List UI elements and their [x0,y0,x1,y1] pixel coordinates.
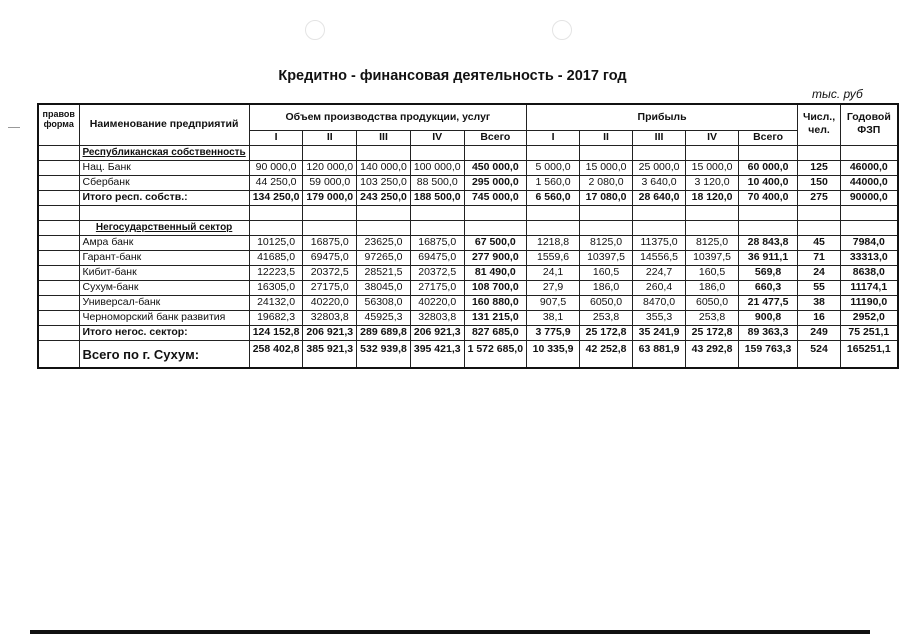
enterprise-name: Универсал-банк [79,295,249,310]
production-value: 289 689,8 [357,325,411,340]
profit-value: 10397,5 [580,250,633,265]
production-value: 45925,3 [357,310,411,325]
profit-value: 24,1 [527,265,580,280]
profit-value: 224,7 [633,265,686,280]
empty-cell [464,205,526,220]
header-production: Объем производства продукции, услуг [249,104,526,130]
staff-value: 38 [798,295,841,310]
header-profit: Прибыль [527,104,798,130]
header-production-quarter-3: III [357,130,411,145]
production-value: 179 000,0 [303,190,357,205]
header-payroll: Годовой ФЗП [841,104,898,145]
production-value: 19682,3 [249,310,303,325]
profit-value: 260,4 [633,280,686,295]
production-value: 16875,0 [303,235,357,250]
production-value: 90 000,0 [249,160,303,175]
staff-value: 150 [798,175,841,190]
legal-form-cell [38,145,79,160]
profit-value: 186,0 [686,280,739,295]
production-value: 32803,8 [410,310,464,325]
production-value: 81 490,0 [464,265,526,280]
empty-cell [357,220,411,235]
header-profit-quarter-4: IV [686,130,739,145]
production-value: 56308,0 [357,295,411,310]
production-value: 27175,0 [303,280,357,295]
header-enterprise-name: Наименование предприятий [79,104,249,145]
profit-value: 89 363,3 [739,325,798,340]
profit-value: 18 120,0 [686,190,739,205]
payroll-value: 11174,1 [841,280,898,295]
empty-cell [357,205,411,220]
profit-value: 160,5 [580,265,633,280]
enterprise-name: Нац. Банк [79,160,249,175]
header-production-quarter-1: I [249,130,303,145]
production-value: 745 000,0 [464,190,526,205]
enterprise-name: Всего по г. Сухум: [79,340,249,368]
empty-cell [798,205,841,220]
legal-form-cell [38,340,79,368]
profit-value: 159 763,3 [739,340,798,368]
profit-value: 42 252,8 [580,340,633,368]
legal-form-cell [38,220,79,235]
profit-value: 27,9 [527,280,580,295]
table-row [38,250,898,265]
profit-value: 1 560,0 [527,175,580,190]
header-profit-quarter-3: III [633,130,686,145]
staff-value: 71 [798,250,841,265]
production-value: 69475,0 [410,250,464,265]
production-value: 395 421,3 [410,340,464,368]
staff-value: 55 [798,280,841,295]
production-value: 1 572 685,0 [464,340,526,368]
profit-value: 10397,5 [686,250,739,265]
empty-cell [841,145,898,160]
profit-value: 25 172,8 [686,325,739,340]
empty-cell [633,145,686,160]
staff-value: 125 [798,160,841,175]
production-value: 97265,0 [357,250,411,265]
table-row [38,325,898,340]
empty-cell [686,145,739,160]
section-heading: Республиканская собственность [79,145,249,160]
legal-form-cell [38,325,79,340]
legal-form-cell [38,175,79,190]
empty-cell [303,220,357,235]
legal-form-cell [38,280,79,295]
staff-value: 16 [798,310,841,325]
staff-value: 524 [798,340,841,368]
payroll-value: 8638,0 [841,265,898,280]
production-value: 44 250,0 [249,175,303,190]
profit-value: 8125,0 [686,235,739,250]
profit-value: 17 080,0 [580,190,633,205]
profit-value: 3 775,9 [527,325,580,340]
empty-cell [410,145,464,160]
scan-edge-bar [30,630,870,634]
production-value: 124 152,8 [249,325,303,340]
profit-value: 253,8 [686,310,739,325]
profit-value: 38,1 [527,310,580,325]
production-value: 108 700,0 [464,280,526,295]
empty-cell [633,220,686,235]
profit-value: 569,8 [739,265,798,280]
empty-cell [798,145,841,160]
production-value: 103 250,0 [357,175,411,190]
table-row [38,175,898,190]
enterprise-name: Черноморский банк развития [79,310,249,325]
production-value: 59 000,0 [303,175,357,190]
profit-value: 14556,5 [633,250,686,265]
production-value: 450 000,0 [464,160,526,175]
production-value: 10125,0 [249,235,303,250]
enterprise-name: Кибит-банк [79,265,249,280]
header-legal-form: правов форма [38,104,79,145]
empty-cell [357,145,411,160]
empty-cell [527,145,580,160]
production-value: 40220,0 [303,295,357,310]
profit-value: 1559,6 [527,250,580,265]
table-row [38,220,898,235]
punch-hole-mark [552,20,572,40]
production-value: 23625,0 [357,235,411,250]
profit-value: 907,5 [527,295,580,310]
production-value: 20372,5 [410,265,464,280]
empty-cell [249,205,303,220]
production-value: 243 250,0 [357,190,411,205]
production-value: 69475,0 [303,250,357,265]
production-value: 88 500,0 [410,175,464,190]
empty-cell [410,220,464,235]
empty-cell [798,220,841,235]
table-row [38,235,898,250]
enterprise-name: Сбербанк [79,175,249,190]
header-profit-quarter-1: I [527,130,580,145]
empty-cell [249,145,303,160]
production-value: 16305,0 [249,280,303,295]
legal-form-cell [38,235,79,250]
empty-cell [580,205,633,220]
payroll-value: 2952,0 [841,310,898,325]
header-production-quarter-2: II [303,130,357,145]
profit-value: 15 000,0 [580,160,633,175]
payroll-value: 33313,0 [841,250,898,265]
empty-cell [739,145,798,160]
empty-cell [527,205,580,220]
staff-value: 249 [798,325,841,340]
profit-value: 28 640,0 [633,190,686,205]
profit-value: 11375,0 [633,235,686,250]
table-row [38,205,898,220]
section-heading: Негосударственный сектор [79,220,249,235]
empty-cell [686,205,739,220]
profit-value: 186,0 [580,280,633,295]
profit-value: 8125,0 [580,235,633,250]
header-production-quarter-5: Всего [464,130,526,145]
profit-value: 60 000,0 [739,160,798,175]
profit-value: 3 120,0 [686,175,739,190]
production-value: 532 939,8 [357,340,411,368]
enterprise-name: Амра банк [79,235,249,250]
profit-value: 660,3 [739,280,798,295]
production-value: 206 921,3 [410,325,464,340]
empty-cell [739,220,798,235]
empty-cell [249,220,303,235]
empty-cell [841,205,898,220]
production-value: 188 500,0 [410,190,464,205]
punch-hole-mark [305,20,325,40]
header-profit-quarter-2: II [580,130,633,145]
table-row [38,145,898,160]
credit-finance-table [37,103,899,369]
production-value: 120 000,0 [303,160,357,175]
profit-value: 6 560,0 [527,190,580,205]
payroll-value: 11190,0 [841,295,898,310]
enterprise-name: Итого респ. собств.: [79,190,249,205]
legal-form-cell [38,250,79,265]
empty-cell [580,145,633,160]
production-value: 16875,0 [410,235,464,250]
empty-cell [410,205,464,220]
profit-value: 70 400,0 [739,190,798,205]
production-value: 295 000,0 [464,175,526,190]
enterprise-name: Гарант-банк [79,250,249,265]
production-value: 258 402,8 [249,340,303,368]
table-row [38,310,898,325]
empty-cell [527,220,580,235]
production-value: 12223,5 [249,265,303,280]
production-value: 32803,8 [303,310,357,325]
production-value: 20372,5 [303,265,357,280]
empty-cell [841,220,898,235]
payroll-value: 90000,0 [841,190,898,205]
profit-value: 1218,8 [527,235,580,250]
header-production-quarter-4: IV [410,130,464,145]
profit-value: 36 911,1 [739,250,798,265]
production-value: 140 000,0 [357,160,411,175]
empty-cell [303,205,357,220]
production-value: 27175,0 [410,280,464,295]
profit-value: 21 477,5 [739,295,798,310]
margin-mark [8,127,20,128]
production-value: 67 500,0 [464,235,526,250]
staff-value: 24 [798,265,841,280]
profit-value: 900,8 [739,310,798,325]
production-value: 134 250,0 [249,190,303,205]
profit-value: 6050,0 [580,295,633,310]
staff-value: 45 [798,235,841,250]
profit-value: 35 241,9 [633,325,686,340]
profit-value: 10 335,9 [527,340,580,368]
payroll-value: 75 251,1 [841,325,898,340]
legal-form-cell [38,265,79,280]
table-row [38,160,898,175]
profit-value: 43 292,8 [686,340,739,368]
legal-form-cell [38,205,79,220]
legal-form-cell [38,310,79,325]
profit-value: 5 000,0 [527,160,580,175]
production-value: 41685,0 [249,250,303,265]
profit-value: 2 080,0 [580,175,633,190]
legal-form-cell [38,160,79,175]
production-value: 160 880,0 [464,295,526,310]
table-row [38,190,898,205]
empty-cell [686,220,739,235]
production-value: 277 900,0 [464,250,526,265]
profit-value: 15 000,0 [686,160,739,175]
table-row [38,280,898,295]
table-row [38,340,898,368]
payroll-value: 165251,1 [841,340,898,368]
profit-value: 25 172,8 [580,325,633,340]
payroll-value: 46000,0 [841,160,898,175]
legal-form-cell [38,295,79,310]
production-value: 24132,0 [249,295,303,310]
empty-cell [464,145,526,160]
profit-value: 63 881,9 [633,340,686,368]
production-value: 100 000,0 [410,160,464,175]
empty-cell [633,205,686,220]
profit-value: 10 400,0 [739,175,798,190]
profit-value: 25 000,0 [633,160,686,175]
profit-value: 8470,0 [633,295,686,310]
enterprise-name: Итого негос. сектор: [79,325,249,340]
profit-value: 3 640,0 [633,175,686,190]
document-title: Кредитно - финансовая деятельность - 2017 год [278,68,627,84]
payroll-value: 44000,0 [841,175,898,190]
production-value: 28521,5 [357,265,411,280]
profit-value: 253,8 [580,310,633,325]
production-value: 206 921,3 [303,325,357,340]
empty-cell [739,205,798,220]
legal-form-cell [38,190,79,205]
staff-value: 275 [798,190,841,205]
production-value: 131 215,0 [464,310,526,325]
empty-cell [580,220,633,235]
enterprise-name: Сухум-банк [79,280,249,295]
empty-cell [303,145,357,160]
header-staff: Числ., чел. [798,104,841,145]
production-value: 827 685,0 [464,325,526,340]
production-value: 40220,0 [410,295,464,310]
profit-value: 28 843,8 [739,235,798,250]
header-profit-quarter-5: Всего [739,130,798,145]
profit-value: 160,5 [686,265,739,280]
production-value: 38045,0 [357,280,411,295]
production-value: 385 921,3 [303,340,357,368]
profit-value: 355,3 [633,310,686,325]
empty-cell [464,220,526,235]
payroll-value: 7984,0 [841,235,898,250]
table-row [38,295,898,310]
table-row [38,265,898,280]
profit-value: 6050,0 [686,295,739,310]
units-label: тыс. руб [812,87,863,101]
name-cell [79,205,249,220]
